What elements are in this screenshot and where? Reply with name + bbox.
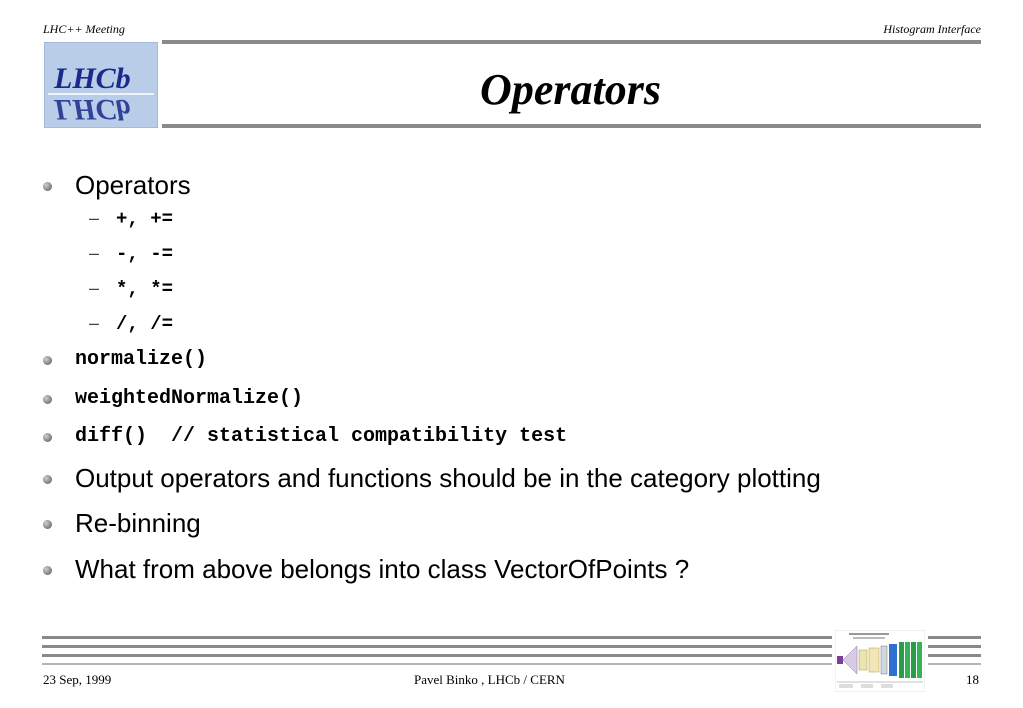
dash-marker: –: [89, 243, 100, 263]
lhcb-logo: [44, 42, 158, 128]
header-left: LHC++ Meeting: [43, 22, 125, 36]
svg-text:LHCb: LHCb: [54, 93, 131, 126]
bullet-icon: [43, 433, 52, 442]
footer-rule: [42, 645, 832, 648]
sub-item-text: /, /=: [116, 313, 174, 335]
bullet-text: What from above belongs into class VectorOfPoints ?: [75, 554, 690, 584]
header-right: Histogram Interface: [883, 22, 981, 36]
title-rule: [162, 124, 981, 128]
bullet-icon: [43, 475, 52, 484]
footer-date: 23 Sep, 1999: [43, 672, 112, 687]
bullet-icon: [43, 395, 52, 404]
page-number: 18: [966, 672, 979, 687]
detector-thumbnail-icon: [835, 630, 925, 692]
footer-rule: [928, 663, 981, 665]
bullet-text: diff() // statistical compatibility test: [75, 425, 568, 448]
bullet-icon: [43, 356, 52, 365]
bullet-text: Operators: [75, 170, 191, 200]
bullet-text: weightedNormalize(): [75, 387, 304, 410]
sub-item-text: *, *=: [116, 278, 174, 300]
dash-marker: –: [89, 313, 100, 333]
bullet-icon: [43, 182, 52, 191]
sub-item-text: -, -=: [116, 243, 174, 265]
dash-marker: –: [89, 208, 100, 228]
footer-rule: [42, 636, 832, 639]
footer-rule: [928, 654, 981, 657]
footer-rule: [928, 645, 981, 648]
slide-title: Operators: [480, 65, 661, 114]
logo-text: LHCb: [54, 62, 131, 95]
footer-rule: [42, 654, 832, 657]
bullet-text: normalize(): [75, 348, 208, 371]
footer-author: Pavel Binko , LHCb / CERN: [414, 672, 565, 687]
sub-item-text: +, +=: [116, 208, 174, 230]
bullet-text: Re-binning: [75, 508, 201, 538]
header-rule: [162, 40, 981, 44]
bullet-text: Output operators and functions should be in the category plotting: [75, 463, 821, 493]
footer-rule: [42, 663, 832, 665]
bullet-icon: [43, 520, 52, 529]
dash-marker: –: [89, 278, 100, 298]
bullet-icon: [43, 566, 52, 575]
footer-rule: [928, 636, 981, 639]
